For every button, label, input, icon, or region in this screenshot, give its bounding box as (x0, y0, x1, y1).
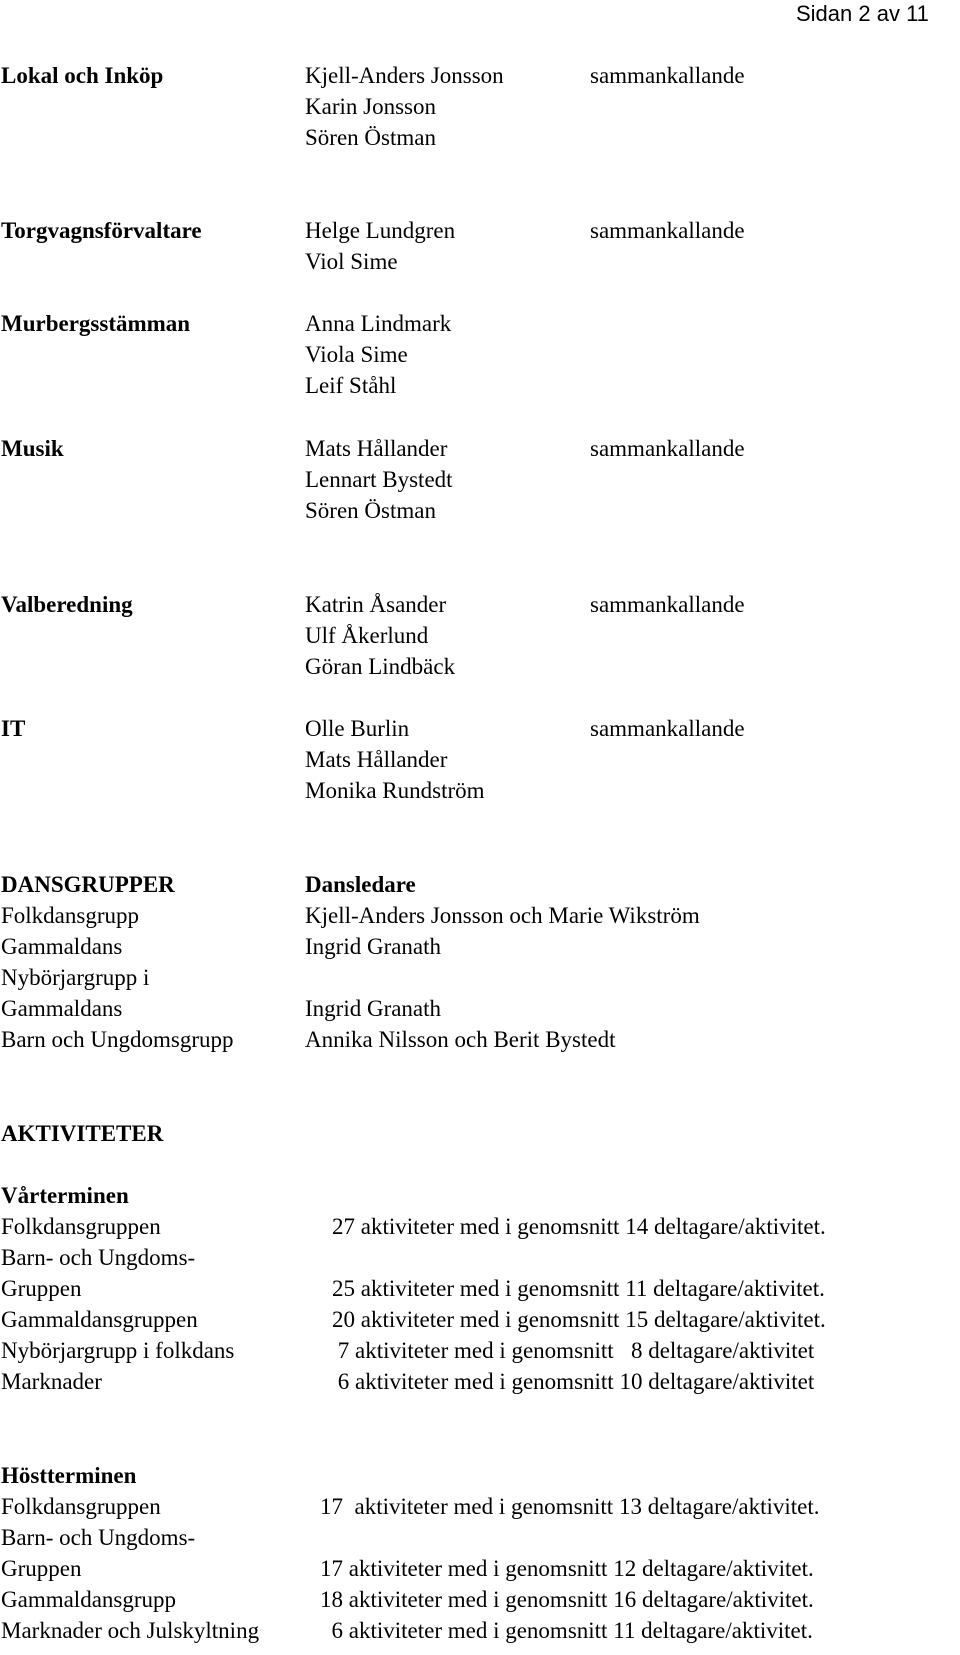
committee-member: Leif Ståhl (305, 373, 397, 398)
dance-leader: Ingrid Granath (305, 996, 442, 1021)
committee-member: Sören Östman (305, 125, 436, 150)
committee-name: IT (1, 716, 26, 741)
committee-member: Kjell-Anders Jonsson (305, 63, 504, 88)
committee-role: sammankallande (590, 218, 745, 243)
activity-stats: 17 aktiviteter med i genomsnitt 12 deltagare/aktivitet. (320, 1556, 814, 1581)
dance-leader: Kjell-Anders Jonsson och Marie Wikström (305, 903, 700, 928)
committee-name: Murbergsstämman (1, 311, 191, 336)
committee-member: Ulf Åkerlund (305, 623, 429, 648)
page-number: Sidan 2 av 11 (796, 1, 929, 26)
dance-group-name: Folkdansgrupp (1, 903, 139, 928)
committee-member: Karin Jonsson (305, 94, 436, 119)
committee-member: Mats Hållander (305, 436, 448, 461)
activity-stats: 6 aktiviteter med i genomsnitt 11 deltagare/aktivitet. (320, 1618, 813, 1643)
activity-stats: 18 aktiviteter med i genomsnitt 16 deltagare/aktivitet. (320, 1587, 814, 1612)
committee-name: Musik (1, 436, 64, 461)
activity-group: Gammaldansgrupp (1, 1587, 177, 1612)
activity-group: Marknader och Julskyltning (1, 1618, 260, 1643)
dansgrupper-heading: DANSGRUPPER (1, 872, 175, 897)
dance-group-name: Gammaldans (1, 996, 123, 1021)
committee-name: Torgvagnsförvaltare (1, 218, 202, 243)
activity-group: Barn- och Ungdoms- (1, 1245, 196, 1270)
activity-stats: 7 aktiviteter med i genomsnitt 8 deltagare/aktivitet (332, 1338, 815, 1363)
activity-group: Gruppen (1, 1276, 82, 1301)
activity-group: Gruppen (1, 1556, 82, 1581)
committee-member: Olle Burlin (305, 716, 410, 741)
activity-group: Barn- och Ungdoms- (1, 1525, 196, 1550)
committee-member: Mats Hållander (305, 747, 448, 772)
committee-member: Viola Sime (305, 342, 408, 367)
activity-stats: 25 aktiviteter med i genomsnitt 11 deltagare/aktivitet. (332, 1276, 825, 1301)
spring-term-heading: Vårterminen (1, 1183, 129, 1208)
committee-role: sammankallande (590, 716, 745, 741)
committee-role: sammankallande (590, 436, 745, 461)
activity-stats: 27 aktiviteter med i genomsnitt 14 deltagare/aktivitet. (332, 1214, 826, 1239)
activity-stats: 20 aktiviteter med i genomsnitt 15 deltagare/aktivitet. (332, 1307, 826, 1332)
committee-member: Anna Lindmark (305, 311, 452, 336)
dance-group-name: Gammaldans (1, 934, 123, 959)
committee-name: Lokal och Inköp (1, 63, 164, 88)
activity-group: Folkdansgruppen (1, 1494, 161, 1519)
committee-role: sammankallande (590, 592, 745, 617)
committee-role: sammankallande (590, 63, 745, 88)
dance-leader: Annika Nilsson och Berit Bystedt (305, 1027, 616, 1052)
dance-group-name: Nybörjargrupp i (1, 965, 150, 990)
dance-leader: Ingrid Granath (305, 934, 442, 959)
aktiviteter-heading: AKTIVITETER (1, 1121, 164, 1146)
committee-member: Sören Östman (305, 498, 436, 523)
committee-member: Helge Lundgren (305, 218, 456, 243)
activity-group: Gammaldansgruppen (1, 1307, 198, 1332)
activity-group: Folkdansgruppen (1, 1214, 161, 1239)
activity-stats: 17 aktiviteter med i genomsnitt 13 deltagare/aktivitet. (320, 1494, 820, 1519)
dansledare-heading: Dansledare (305, 872, 416, 897)
activity-stats: 6 aktiviteter med i genomsnitt 10 deltagare/aktivitet (332, 1369, 815, 1394)
activity-group: Marknader (1, 1369, 102, 1394)
committee-member: Monika Rundström (305, 778, 485, 803)
autumn-term-heading: Höstterminen (1, 1463, 137, 1488)
committee-member: Göran Lindbäck (305, 654, 456, 679)
activity-group: Nybörjargrupp i folkdans (1, 1338, 235, 1363)
committee-member: Viol Sime (305, 249, 398, 274)
committee-name: Valberedning (1, 592, 133, 617)
dance-group-name: Barn och Ungdomsgrupp (1, 1027, 234, 1052)
committee-member: Katrin Åsander (305, 592, 447, 617)
committee-member: Lennart Bystedt (305, 467, 453, 492)
